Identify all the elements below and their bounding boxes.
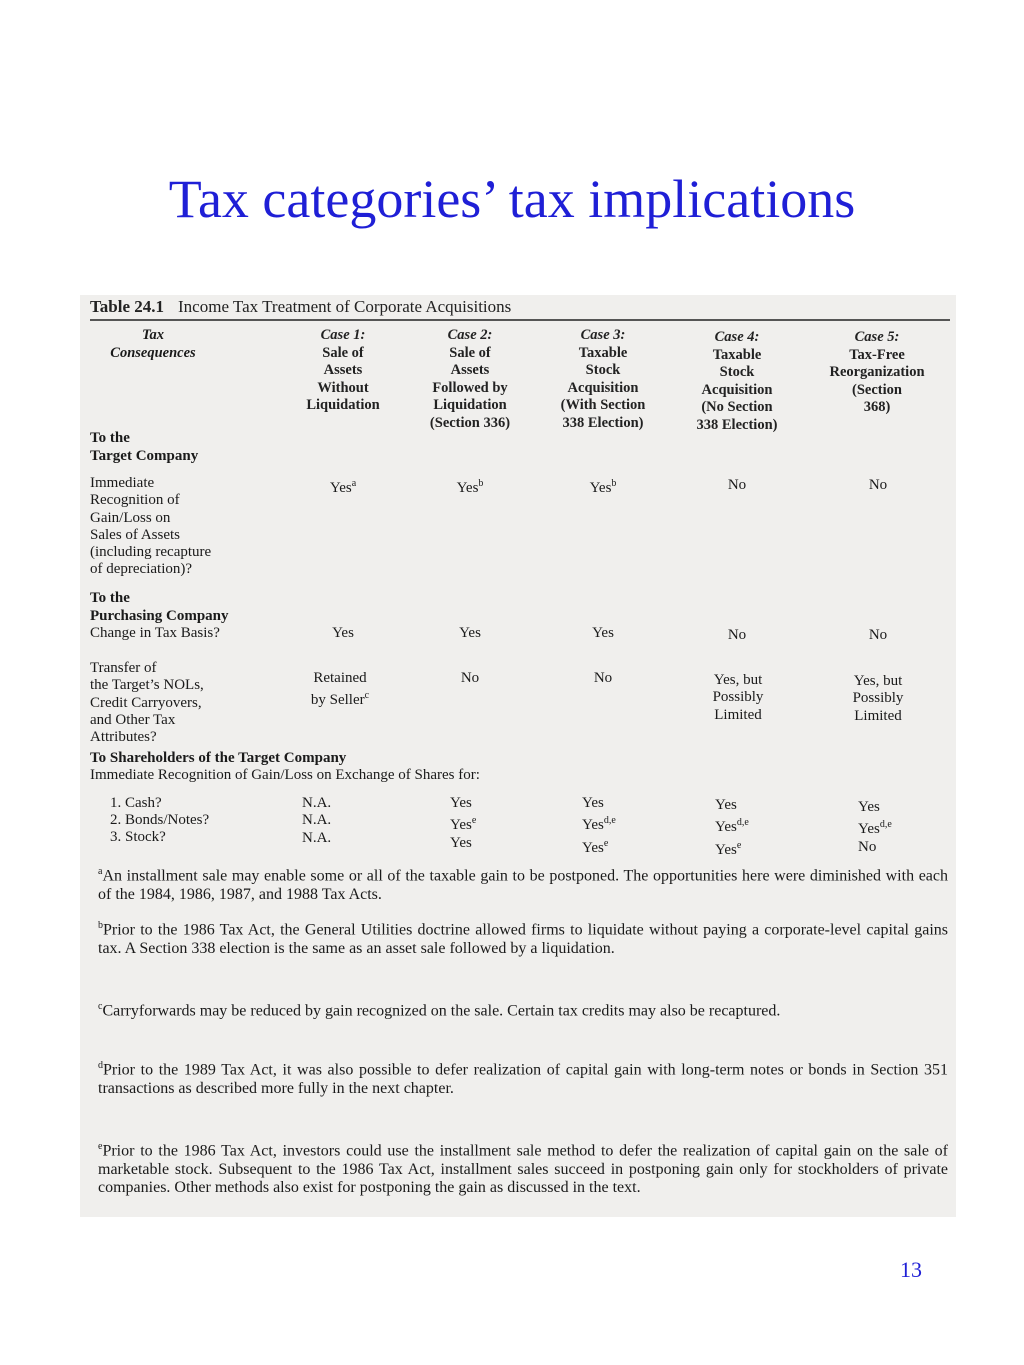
- footnote-e: $^e$Prior to the 1986 Tax Act, investors could use the installment sale method to defer the realization of capital gain on the sale of marketable stock. Subsequent to the 1986 Tax Act, installment sales succeed in postponing gain only for stockholders of private companies. Other methods also exist for postponing the gain as discussed in the text.: [98, 1141, 948, 1196]
- cell-immediate-case-3: Yes$^b$: [589, 478, 617, 496]
- case-5-header: Case 5: Tax-Free Reorganization (Section 368): [829, 329, 925, 415]
- page-number: 13: [900, 1257, 922, 1282]
- column-case-5-shares: Yes Yes$^{d,e}$ No: [858, 799, 892, 855]
- footnote-a: $^a$An installment sale may enable some or all of the taxable gain to be postponed. The opportunities here were diminished with each of the 1984, 1986, 1987, and 1988 Tax Acts.: [98, 866, 948, 903]
- cell-transfer-case-4: Yes, but Possibly Limited: [712, 672, 764, 723]
- column-case-1-shares: N.A. N.A. N.A.: [302, 795, 332, 846]
- cell-basis-case-3: Yes: [592, 625, 614, 641]
- case-2-header: Case 2: Sale of Assets Followed by Liquidation (Section 336): [429, 327, 511, 431]
- row-label-change-in-tax-basis: Change in Tax Basis?: [90, 625, 220, 641]
- table-caption: Income Tax Treatment of Corporate Acquisitions: [178, 297, 512, 316]
- cell-immediate-case-5: No: [868, 477, 888, 493]
- section-target-company: To the Target Company: [90, 430, 199, 464]
- column-case-3-shares: Yes Yes$^{d,e}$ Yes$^e$: [582, 795, 616, 856]
- column-case-4-shares: Yes Yes$^{d,e}$ Yes$^e$: [715, 797, 749, 858]
- row-label-cash: 1. Cash?: [110, 795, 162, 811]
- case-3-header: Case 3: Taxable Stock Acquisition (With Section 338 Election): [560, 327, 646, 431]
- footnote-d: $^d$Prior to the 1989 Tax Act, it was also possible to defer realization of capital gain with long-term notes or bonds in Section 351 transactions as described more fully in the next chapter.: [98, 1060, 948, 1097]
- cell-immediate-case-4: No: [727, 477, 747, 493]
- column-case-2-shares: Yes Yes$^e$ Yes: [450, 795, 477, 851]
- cell-transfer-case-1: Retained by Seller$^c$: [310, 670, 370, 709]
- table-title: [90, 298, 511, 315]
- tax-consequences-header: Tax Consequences: [110, 327, 196, 361]
- section-shareholders: To Shareholders of the Target Company: [90, 750, 347, 766]
- shareholders-subheading: Immediate Recognition of Gain/Loss on Exchange of Shares for:: [90, 767, 480, 783]
- scanned-table-image: [80, 295, 956, 1217]
- slide-title: Tax categories’ tax implications: [168, 169, 856, 229]
- row-label-stock: 3. Stock?: [110, 829, 166, 845]
- cell-immediate-case-2: Yes$^b$: [456, 478, 484, 496]
- case-1-header: Case 1: Sale of Assets Without Liquidation: [306, 327, 380, 413]
- case-4-header: Case 4: Taxable Stock Acquisition (No Section 338 Election): [696, 329, 778, 433]
- header-rule: [90, 319, 950, 321]
- cell-immediate-case-1: Yes$^a$: [329, 478, 357, 496]
- table-label: Table 24.1: [90, 297, 165, 316]
- row-label-transfer-of-nols: Transfer of the Target’s NOLs, Credit Carryovers, and Other Tax Attributes?: [90, 660, 204, 746]
- footnote-c: $^c$Carryforwards may be reduced by gain recognized on the sale. Certain tax credits may also be recaptured.: [98, 1001, 781, 1020]
- cell-transfer-case-5: Yes, but Possibly Limited: [852, 673, 904, 724]
- section-purchasing-company: To the Purchasing Company: [90, 590, 229, 624]
- footnote-b: $^b$Prior to the 1986 Tax Act, the General Utilities doctrine allowed firms to liquidate without paying a corporate-level capital gains tax. A Section 338 election is the same as an asset sale followed by a liquidation.: [98, 920, 948, 957]
- row-label-immediate-recognition: Immediate Recognition of Gain/Loss on Sales of Assets (including recapture of depreciation)?: [90, 475, 212, 578]
- cell-transfer-case-2: No: [460, 670, 480, 686]
- cell-transfer-case-3: No: [593, 670, 613, 686]
- cell-basis-case-5: No: [868, 627, 888, 643]
- cell-basis-case-1: Yes: [332, 625, 354, 641]
- cell-basis-case-2: Yes: [459, 625, 481, 641]
- cell-basis-case-4: No: [727, 627, 747, 643]
- row-label-bonds-notes: 2. Bonds/Notes?: [110, 812, 210, 828]
